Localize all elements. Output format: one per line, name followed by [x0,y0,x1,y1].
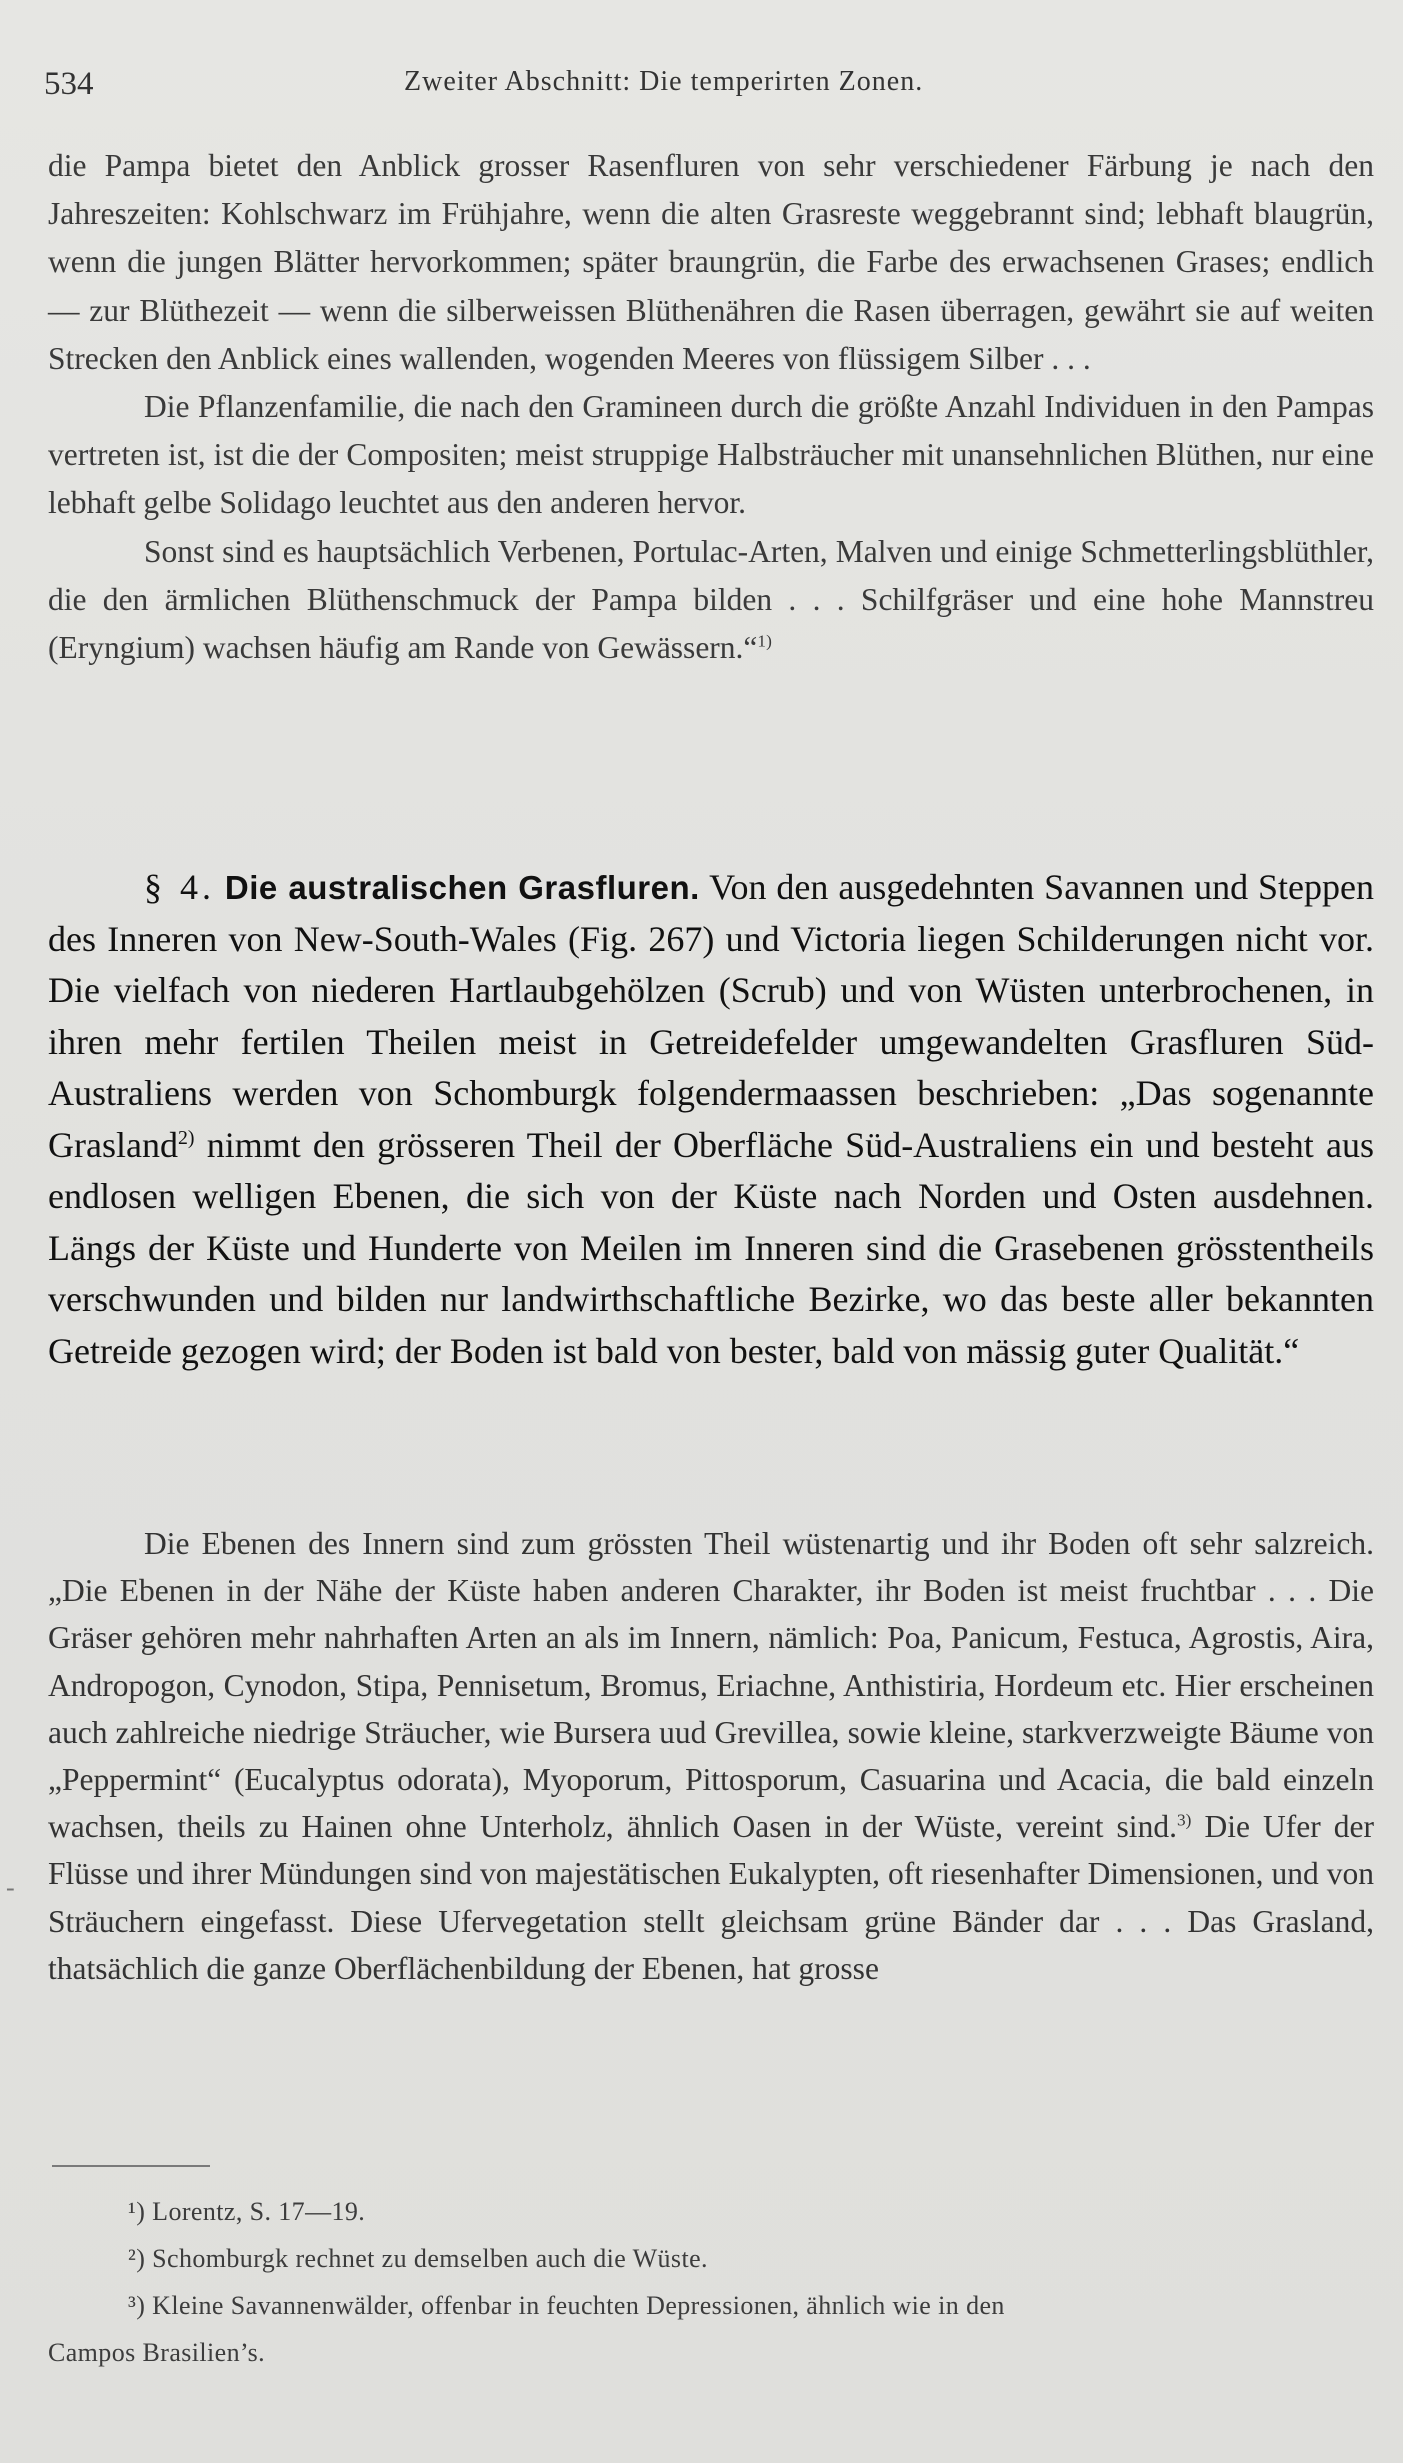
paragraph-pampa-description: die Pampa bietet den Anblick grosser Rasenfluren von sehr verschiedener Färbung je nach den Jahreszeiten: Kohlschwarz im Frühjahre, wenn die alten Grasreste weggebrannt sind; lebhaft blaugrün, wenn die jungen Blätter hervorkommen; später braungrün, die Farbe des erwachsenen Grases; endlich — zur Blüthezeit — wenn die silberweissen Blüthenähren die Rasen überragen, gewährt sie auf weiten Strecken den Anblick eines wallenden, wogenden Meeres von flüssigem Silber . . . [48,148,1374,376]
paragraph-inland-plains [48,1520,1374,1992]
footnote-3-text: Kleine Savannenwälder, offenbar in feuchten Depressionen, ähnlich wie in den [152,2291,1005,2320]
page-header [44,60,1364,110]
text-block-lower [48,1520,1374,1992]
footnote-divider [52,2165,210,2167]
paragraph-verbenen [48,528,1374,673]
footnote-ref-1: 1) [757,631,772,651]
paragraph-section-4-text-a: Von den ausgedehnten Savannen und Steppen des Inneren von New-South-Wales (Fig. 267) und Victoria liegen Schilderungen nicht vor. Die vielfach von niederen Hartlaubgehölzen (Scrub) und von Wüsten unterbrochenen, in ihren mehr fertilen Theilen meist in Getreidefelder umgewandelten Grasfluren Süd-Australiens werden von Schomburgk folgendermaassen beschrieben: „Das sogenannte Grasland [48,867,1375,1165]
footnote-3-mark: ³) [128,2291,146,2320]
paragraph-inland-plains-text-a: Die Ebenen des Innern sind zum grössten Theil wüstenartig und ihr Boden oft sehr salzreich. „Die Ebenen in der Nähe der Küste haben anderen Charakter, ihr Boden ist meist fruchtbar . . . Die Gräser gehören mehr nahrhaften Arten an als im Innern, nämlich: Poa, Panicum, Festuca, Agrostis, Aira, Andropogon, Cynodon, Stipa, Pennisetum, Bromus, Eriachne, Anthistiria, Hordeum etc. Hier erscheinen auch zahlreiche niedrige Sträucher, wie Bursera uud Grevillea, sowie kleine, starkverzweigte Bäume von „Peppermint“ (Eucalyptus odorata), Myoporum, Pittosporum, Casuarina und Acacia, die bald einzeln wachsen, theils zu Hainen ohne Unterholz, ähnlich Oasen in der Wüste, vereint sind. [48,1526,1374,1845]
paragraph-verbenen-text: Sonst sind es hauptsächlich Verbenen, Portulac-Arten, Malven und einige Schmetterlingsblüthler, die den ärmlichen Blüthenschmuck der Pampa bilden . . . Schilfgräser und eine hohe Mannstreu (Eryngium) wachsen häufig am Rande von Gewässern.“ [48,533,1374,666]
footnote-3-continuation: Campos Brasilien’s. [48,2338,266,2367]
paragraph-section-4-text-b: nimmt den grösseren Theil der Oberfläche Süd-Australiens ein und besteht aus endlosen welligen Ebenen, die sich von der Küste nach Norden und Osten ausdehnen. Längs der Küste und Hunderte von Meilen im Inneren sind die Grasebenen grösstentheils verschwunden und bilden nur landwirthschaftliche Bezirke, wo das beste aller bekannten Getreide gezogen wird; der Boden ist bald von bester, bald von mässig guter Qualität.“ [48,1124,1374,1371]
footnote-ref-2: 2) [177,1126,195,1149]
text-block-section-4 [48,862,1374,1377]
footnote-1-text: Lorentz, S. 17—19. [152,2197,366,2226]
paragraph-inland-plains-text-b: Die Ufer der Flüsse und ihrer Mündungen sind von majestätischen Eukalypten, oft riesenhafter Dimensionen, und von Sträuchern eingefasst. Diese Ufervegetation stellt gleichsam grüne Bänder dar . . . Das Grasland, thatsächlich die ganze Oberflächenbildung der Ebenen, hat grosse [48,1809,1375,1986]
footnote-3 [48,2282,1374,2329]
footnote-2 [48,2235,1374,2282]
running-head: Zweiter Abschnitt: Die temperirten Zonen. [404,66,924,97]
footnotes [48,2188,1374,2376]
page-number: 534 [44,66,94,102]
footnote-2-mark: ²) [128,2244,146,2273]
paragraph-section-4 [48,862,1374,1377]
paragraph-compositae: Die Pflanzenfamilie, die nach den Gramineen durch die größte Anzahl Individuen in den Pampas vertreten ist, ist die der Compositen; meist struppige Halbsträucher mit unansehnlichen Blüthen, nur eine lebhaft gelbe Solidago leuchtet aus den anderen hervor. [48,389,1374,521]
footnote-ref-3: 3) [1176,1810,1192,1830]
margin-mark: - [6,1873,15,1902]
footnote-2-text: Schomburgk rechnet zu demselben auch die Wüste. [152,2244,708,2273]
footnote-1-mark: ¹) [128,2197,146,2226]
section-heading: Die australischen Grasfluren. [224,869,700,906]
section-mark: § 4. [144,867,215,907]
footnote-1 [48,2188,1374,2235]
text-block-upper [48,142,1374,672]
